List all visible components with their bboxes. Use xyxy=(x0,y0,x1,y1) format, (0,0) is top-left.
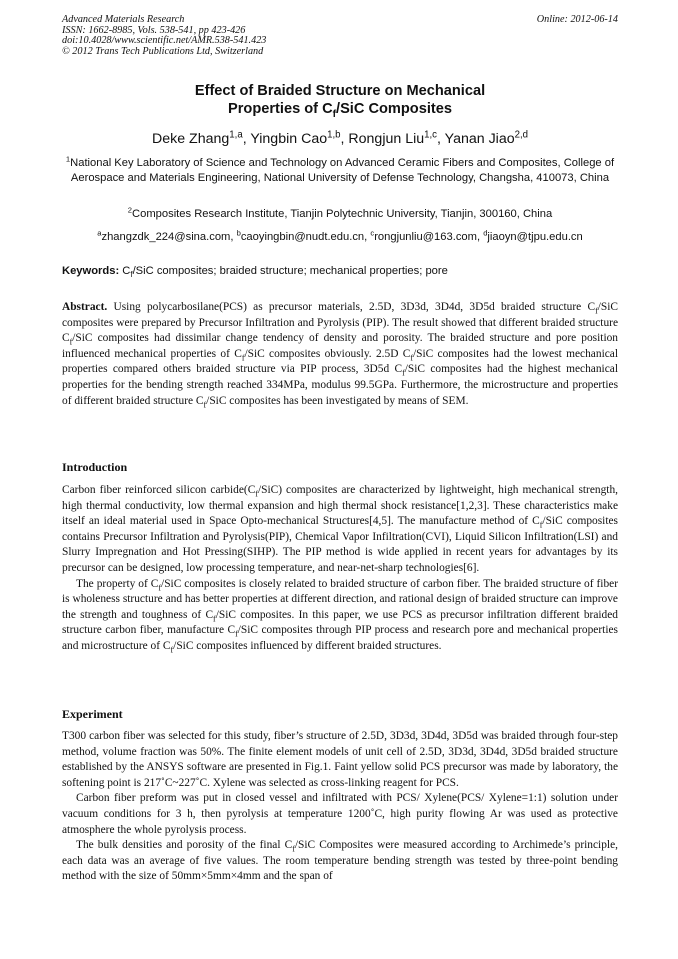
affiliation-2: $^2$Composites Research Institute, Tianjin Polytechnic University, Tianjin, 300160, China xyxy=(127,205,553,220)
journal-doi[interactable]: doi:10.4028/www.scientific.net/AMR.538-541.423 xyxy=(62,35,267,47)
keywords: Keywords: $C_f$/SiC composites; braided structure; mechanical properties; pore xyxy=(62,265,448,280)
title-line-1: Effect of Braided Structure on Mechanical xyxy=(194,83,486,99)
author: Yanan Jiao$^{2,d}$ xyxy=(444,129,529,147)
journal-issn: ISSN: 1662-8985, Vols. 538-541, pp 423-426 xyxy=(62,24,246,36)
introduction-text xyxy=(62,483,618,655)
section-heading-introduction: Introduction xyxy=(62,460,128,474)
email[interactable]: $^c$rongjunliu@163.com, xyxy=(370,228,484,243)
paragraph: The bulk densities and porosity of the final $C_f$/SiC Composites were measured according to Archimede’s principle, each data was an average of five values. The room temperature bending strength was tested by three-point bending method with the size of 50mm×5mm×4mm and the span of xyxy=(62,839,618,883)
email[interactable]: $^d$jiaoyn@tjpu.edu.cn xyxy=(483,228,583,243)
author-emails xyxy=(50,228,630,243)
email[interactable]: $^b$caoyingbin@nudt.edu.cn, xyxy=(236,228,371,243)
journal-header xyxy=(62,15,618,57)
online-date: Online: 2012-06-14 xyxy=(536,14,618,25)
title-line-2: Properties of $C_f$/SiC Composites xyxy=(228,101,452,120)
paragraph: Carbon fiber preform was put in closed vessel and infiltrated with PCS/ Xylene(PCS/ Xylene=1:1) solution under vacuum conditions for 3 h, then pyrolysis at temperature 1200˚C, high purity flowing Ar was used as protective atmosphere the whole pyrolysis process. xyxy=(62,792,618,836)
author: Deke Zhang$^{1,a}$ xyxy=(151,129,243,147)
abstract: Abstract. Using polycarbosilane(PCS) as precursor materials, 2.5D, 3D3d, 3D4d, 3D5d braided structure $C_f$/SiC composites were prepared by Precursor Infiltration and Pyrolysis (PIP). The result showed that different braided structure $C_f$/SiC composites had dissimilar change tendency of density and porosity. The braided structure and pore position influenced mechanical properties of $C_f$/SiC composites obviously. 2.5D $C_f$/SiC composites had the lowest mechanical properties compared others braided structure via PIP process, 3D5d $C_f$/SiC composites had the highest mechanical properties for the bending strength reached 334MPa, modulus 99.5GPa. Furthermore, the microstructure and properties of different braided structure $C_f$/SiC composites has been investigated by means of SEM. xyxy=(62,301,619,409)
paragraph: The property of $C_f$/SiC composites is closely related to braided structure of carbon fiber. The braided structure of fiber is wholeness structure and has better properties at different direction, and rational design of braided structure can improve the strength and toughness of $C_f$/SiC composites. In this paper, we use PCS as precursor infiltration different braided structure carbon fiber, manufacture $C_f$/SiC composites through PIP process and research pore and mechanical properties and microstructure of $C_f$/SiC composites influenced by different braided structures. xyxy=(62,577,618,655)
experiment-text xyxy=(62,729,618,885)
paragraph: T300 carbon fiber was selected for this study, fiber’s structure of 2.5D, 3D3d, 3D4d, 3D5d was braided through four-step method, volume fraction was 50%. The finite element models of unit cell of 2.5D, 3D3d, 3D4d, 3D5d braided structure established by the ANSYS software are presented in Fig.1. Faint yellow solid PCS precursor was made by laboratory, the softening point is 217˚C~227˚C. Xylene was selected as cross-linking reagent for PCS. xyxy=(62,730,618,789)
author: Rongjun Liu$^{1,c}$ xyxy=(348,129,438,147)
paper-title xyxy=(62,82,618,118)
affiliation-1: $^1$National Key Laboratory of Science and Technology on Advanced Ceramic Fibers and Composites, College of Aerospace and Materials Engineering, National University of Defense Technology, Changsha, 410073, China xyxy=(65,154,615,185)
journal-name: Advanced Materials Research xyxy=(62,14,185,25)
author-list: Deke Zhang$^{1,a}$, Yingbin Cao$^{1,b}$, Rongjun Liu$^{1,c}$, Yanan Jiao$^{2,d}$ xyxy=(151,129,529,147)
section-heading-experiment: Experiment xyxy=(62,707,123,721)
email[interactable]: $^a$zhangzdk_224@sina.com, xyxy=(97,228,237,243)
paragraph: Carbon fiber reinforced silicon $carbide(C_f/SiC)$ composites are characterized by lightweight, high mechanical strength, high thermal conductivity, low thermal expansion and high thermal shock resistance[1,2,3]. These characteristics make itself an ideal material used in Space Opto-mechanical Structures[4,5]. The manufacture method of $C_f$/SiC composites contains Precursor Infiltration and Pyrolysis(PIP), Chemical Vapor Infiltration(CVI), Liquid Silicon Infiltration(LSI) and Slurry Impregnation and Hot Pressing(SIHP). The PIP method is wide applied in recent years for advantages by its precursor can be designed, low processing temperature, and near-net-sharp technologies[6]. xyxy=(62,484,618,574)
author: Yingbin Cao$^{1,b}$ xyxy=(250,129,341,147)
journal-copyright: © 2012 Trans Tech Publications Ltd, Switzerland xyxy=(62,45,264,57)
